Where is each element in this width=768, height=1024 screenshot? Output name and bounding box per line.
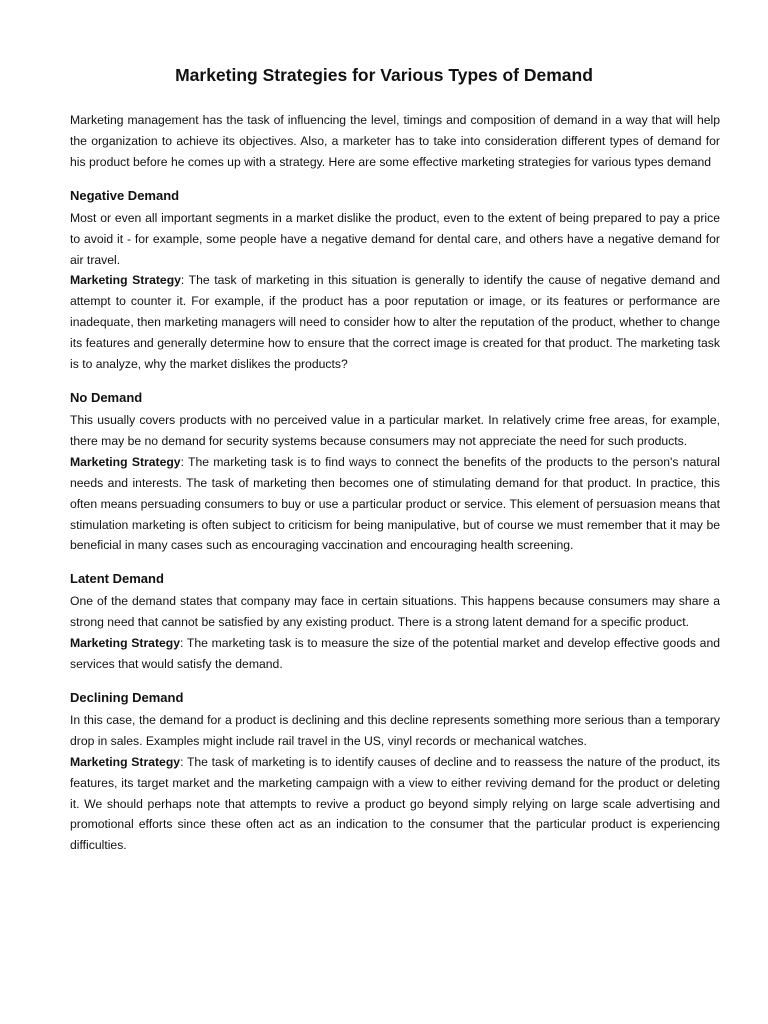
- section-no-demand: [70, 388, 720, 556]
- section-declining-demand: [70, 688, 720, 856]
- section-heading: Declining Demand: [70, 689, 184, 705]
- section-strategy: [70, 270, 720, 375]
- section-description: In this case, the demand for a product is declining and this decline represents something more serious than a temporary drop in sales. Examples might include rail travel in the US, vinyl records or mechanical watches.: [70, 712, 720, 748]
- section-description: This usually covers products with no perceived value in a particular market. In relatively crime free areas, for example, there may be no demand for security systems because consumers may not appreciate the need for such products.: [70, 412, 720, 448]
- strategy-text: : The task of marketing is to identify causes of decline and to reassess the nature of the product, its features, its target market and the marketing campaign with a view to either reviving demand for the product or deleting it. We should perhaps note that attempts to revive a product go beyond simply relying on large scale advertising and promotional efforts since these often act as an indication to the consumer that the particular product is experiencing difficulties.: [70, 754, 721, 853]
- section-heading: Negative Demand: [70, 187, 180, 203]
- section-description: One of the demand states that company may face in certain situations. This happens because consumers may share a strong need that cannot be satisfied by any existing product. There is a strong latent demand for a specific product.: [70, 594, 720, 630]
- intro-paragraph: Marketing management has the task of influencing the level, timings and composition of demand in a way that will help the organization to achieve its objectives. Also, a marketer has to take into consideration different types of demand for his product before he comes up with a strategy. Here are some effective marketing strategies for various types demand: [70, 113, 720, 169]
- strategy-label: Marketing Strategy: [70, 636, 181, 651]
- section-strategy: [70, 633, 720, 675]
- document-title: Marketing Strategies for Various Types of Demand: [175, 65, 593, 85]
- section-strategy: [70, 752, 720, 857]
- section-heading: Latent Demand: [70, 571, 164, 587]
- section-negative-demand: [70, 186, 720, 375]
- strategy-text: : The marketing task is to measure the size of the potential market and develop effective goods and services that would satisfy the demand.: [70, 636, 720, 672]
- section-description: Most or even all important segments in a market dislike the product, even to the extent of being prepared to pay a price to avoid it - for example, some people have a negative demand for dental care, and others have a negative demand for air travel.: [70, 210, 720, 267]
- strategy-label: Marketing Strategy: [70, 454, 181, 469]
- strategy-text: : The marketing task is to find ways to connect the benefits of the products to the person's natural needs and interests. The task of marketing then becomes one of stimulating demand for that product. In practice, this often means persuading consumers to buy or use a particular product or service. This element of persuasion means that stimulation marketing is often subject to criticism for being manipulative, but of course we must remember that it may be beneficial in many cases such as encouraging vaccination and encouraging health screening.: [70, 454, 721, 553]
- strategy-label: Marketing Strategy: [70, 273, 181, 288]
- strategy-text: : The task of marketing in this situation is generally to identify the cause of negative demand and attempt to counter it. For example, if the product has a poor reputation or image, or its features or performance are inadequate, then marketing managers will need to consider how to alter the reputation of the product, whether to change its features and generally determine how to ensure that the correct image is created for that product. The marketing task is to analyze, why the market dislikes the products?: [70, 273, 720, 372]
- section-heading: No Demand: [70, 389, 143, 405]
- section-latent-demand: [70, 569, 720, 675]
- section-strategy: [70, 452, 720, 557]
- strategy-label: Marketing Strategy: [70, 754, 181, 769]
